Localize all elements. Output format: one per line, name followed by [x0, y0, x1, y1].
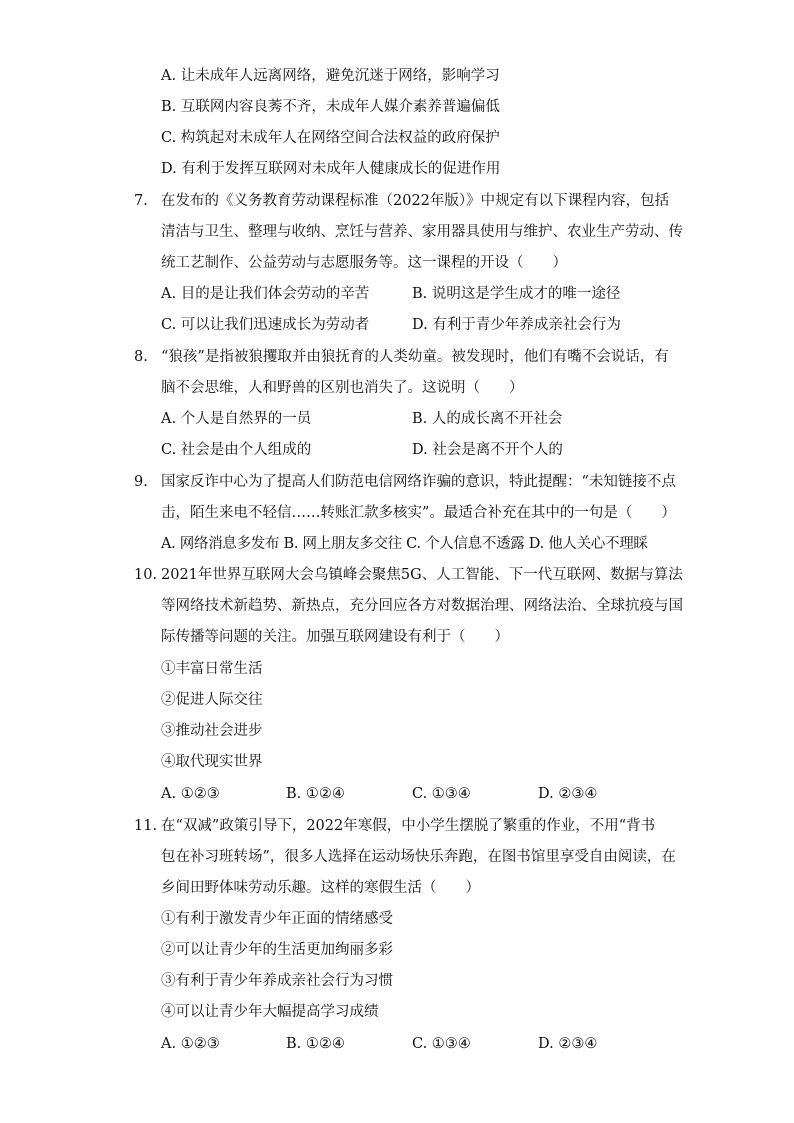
- q11-option-c: C. ①③④: [412, 1036, 471, 1052]
- q7-number: 7.: [134, 193, 148, 209]
- q10-option-c: C. ①③④: [412, 786, 471, 802]
- q8-option-a: A. 个人是自然界的一员: [161, 411, 312, 427]
- q10-stem-line-1: 2021年世界互联网大会乌镇峰会聚焦5G、人工智能、下一代互联网、数据与算法: [161, 567, 683, 583]
- q8-option-b: B. 人的成长离不开社会: [412, 411, 563, 427]
- q10-option-d: D. ②③④: [538, 786, 598, 802]
- q7-option-b: B. 说明这是学生成才的唯一途径: [412, 286, 621, 302]
- q11-item-4: ④可以让青少年大幅提高学习成绩: [161, 1004, 379, 1020]
- q10-number: 10.: [134, 567, 158, 583]
- q11-option-b: B. ①②④: [286, 1036, 345, 1052]
- q11-number: 11.: [134, 818, 158, 834]
- q11-stem-line-2: 包在补习班转场”，很多人选择在运动场快乐奔跑，在图书馆里享受自由阅读，在: [161, 849, 676, 865]
- q11-item-3: ③有利于青少年养成亲社会行为习惯: [161, 973, 393, 989]
- q6-option-c: C. 构筑起对未成年人在网络空间合法权益的政府保护: [161, 130, 500, 146]
- q6-option-b: B. 互联网内容良莠不齐，未成年人媒介素养普遍偏低: [161, 99, 500, 115]
- q8-stem-line-2: 脑不会思维，人和野兽的区别也消失了。这说明（ ）: [161, 380, 524, 396]
- q11-option-a: A. ①②③: [161, 1036, 220, 1052]
- q11-item-2: ②可以让青少年的生活更加绚丽多彩: [161, 942, 393, 958]
- q10-option-b: B. ①②④: [286, 786, 345, 802]
- q8-stem-line-1: “狼孩”是指被狼攫取并由狼抚育的人类幼童。被发现时，他们有嘴不会说话，有: [161, 349, 669, 365]
- q8-number: 8.: [134, 349, 148, 365]
- q8-option-d: D. 社会是离不开个人的: [412, 442, 563, 458]
- q7-option-a: A. 目的是让我们体会劳动的辛苦: [161, 286, 370, 302]
- q11-stem-line-1: 在“双减”政策引导下，2022年寒假，中小学生摆脱了繁重的作业，不用“背书: [161, 818, 656, 834]
- q7-stem-line-2: 清洁与卫生、整理与收纳、烹饪与营养、家用器具使用与维护、农业生产劳动、传: [161, 224, 683, 240]
- q10-stem-line-2: 等网络技术新趋势、新热点，充分回应各方对数据治理、网络法治、全球抗疫与国: [161, 598, 683, 614]
- q10-item-2: ②促进人际交往: [161, 692, 263, 708]
- q7-option-d: D. 有利于青少年养成亲社会行为: [412, 317, 621, 333]
- q9-options: A. 网络消息多发布 B. 网上朋友多交往 C. 个人信息不透露 D. 他人关心不理睬: [161, 536, 648, 552]
- q7-stem-line-1: 在发布的《义务教育劳动课程标准（2022年版）》中规定有以下课程内容，包括: [161, 193, 670, 209]
- q6-option-d: D. 有利于发挥互联网对未成年人健康成长的促进作用: [161, 161, 501, 177]
- q11-item-1: ①有利于激发青少年正面的情绪感受: [161, 911, 393, 927]
- q10-option-a: A. ①②③: [161, 786, 220, 802]
- q9-number: 9.: [134, 474, 148, 490]
- q11-option-d: D. ②③④: [538, 1036, 598, 1052]
- q10-item-4: ④取代现实世界: [161, 754, 263, 770]
- q9-stem-line-2: 击，陌生来电不轻信……转账汇款多核实”。最适合补充在其中的一句是（ ）: [161, 505, 676, 521]
- q10-item-3: ③推动社会进步: [161, 723, 263, 739]
- q10-item-1: ①丰富日常生活: [161, 661, 263, 677]
- q9-stem-line-1: 国家反诈中心为了提高人们防范电信网络诈骗的意识，特此提醒：“未知链接不点: [161, 474, 676, 490]
- q11-stem-line-3: 乡间田野体味劳动乐趣。这样的寒假生活（ ）: [161, 880, 480, 896]
- q10-stem-line-3: 际传播等问题的关注。加强互联网建设有利于（ ）: [161, 629, 509, 645]
- q8-option-c: C. 社会是由个人组成的: [161, 442, 312, 458]
- q7-stem-line-3: 统工艺制作、公益劳动与志愿服务等。这一课程的开设（ ）: [161, 255, 567, 271]
- q6-option-a: A. 让未成年人远离网络，避免沉迷于网络，影响学习: [161, 68, 500, 84]
- q7-option-c: C. 可以让我们迅速成长为劳动者: [161, 317, 370, 333]
